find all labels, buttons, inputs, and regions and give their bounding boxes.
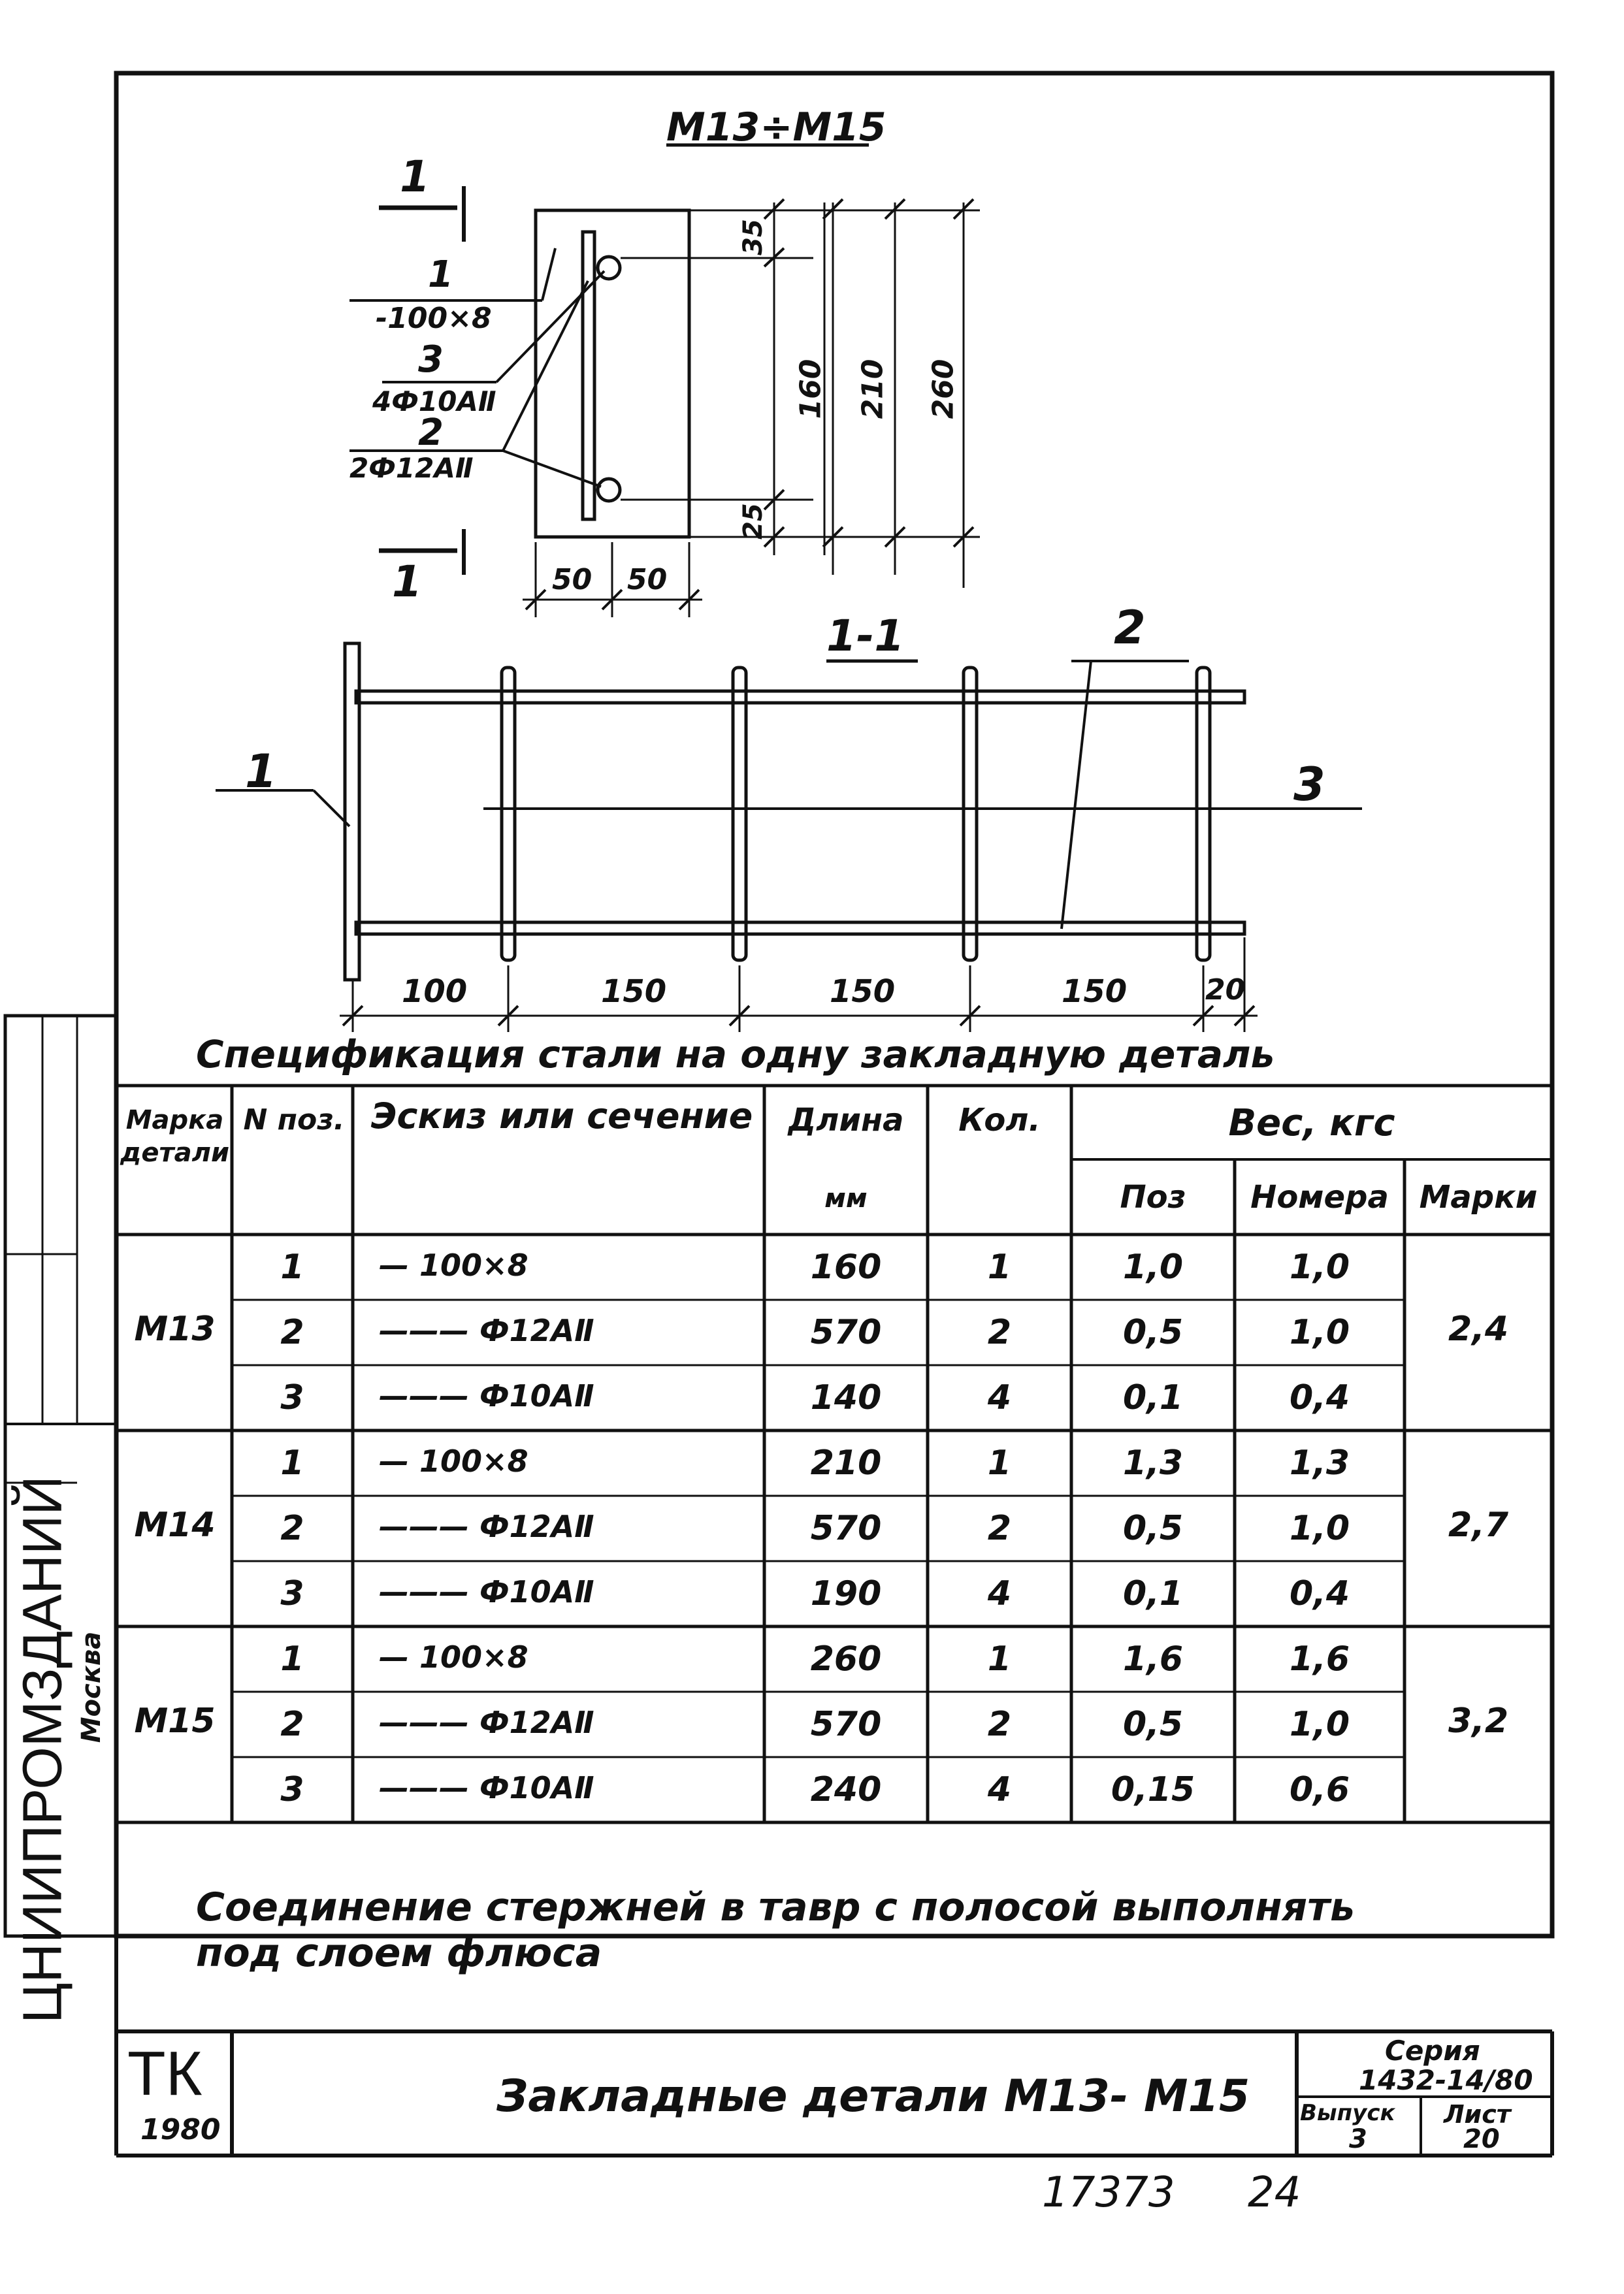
row-sketch: ——— Ф12АⅡ <box>379 1313 594 1348</box>
hdr-pos: N поз. <box>243 1103 345 1137</box>
hdr-mark: Марка детали <box>120 1105 229 1168</box>
section-bar-bottom <box>356 922 1244 934</box>
row-length: 160 <box>810 1248 882 1287</box>
group-mark: М15 <box>134 1702 216 1741</box>
row-length: 570 <box>810 1509 882 1548</box>
plan-plate <box>536 210 689 537</box>
row-pos: 2 <box>280 1509 304 1548</box>
row-w-pos: 0,15 <box>1111 1770 1195 1809</box>
row-qty: 1 <box>987 1640 1012 1679</box>
hdr-w-pos: Поз <box>1120 1179 1186 1216</box>
group-total: 2,7 <box>1448 1506 1509 1545</box>
section-label-bar2: 2 <box>1114 601 1146 654</box>
row-length: 570 <box>810 1313 882 1352</box>
section-dim-1: 100 <box>402 973 468 1010</box>
series-label: Серия <box>1385 2035 1480 2067</box>
row-w-pos: 0,1 <box>1122 1378 1184 1417</box>
row-length: 190 <box>810 1574 882 1613</box>
section-label-plate: 1 <box>245 745 277 798</box>
row-w-num: 0,6 <box>1289 1770 1350 1809</box>
row-qty: 1 <box>987 1444 1012 1483</box>
hdr-length: Длина <box>788 1102 904 1139</box>
sheet-label: Лист <box>1444 2100 1511 2129</box>
row-qty: 1 <box>987 1248 1012 1287</box>
callout-pos1-size: -100×8 <box>376 302 492 335</box>
section-anchor-4 <box>1197 668 1210 960</box>
hdr-qty: Кол. <box>958 1102 1041 1139</box>
row-pos: 3 <box>280 1770 304 1809</box>
row-pos: 1 <box>280 1248 304 1287</box>
row-w-pos: 1,6 <box>1122 1640 1184 1679</box>
plan-title: М13÷М15 <box>666 105 886 150</box>
row-w-num: 1,3 <box>1289 1444 1350 1483</box>
row-qty: 2 <box>987 1313 1012 1352</box>
issue-value: 3 <box>1349 2124 1367 2154</box>
dim-260: 260 <box>926 359 960 419</box>
row-pos: 3 <box>280 1574 304 1613</box>
row-w-pos: 0,5 <box>1122 1509 1184 1548</box>
issue-label: Выпуск <box>1300 2100 1395 2126</box>
cut-label-bottom: 1 <box>392 557 422 607</box>
row-qty: 2 <box>987 1705 1012 1744</box>
row-w-num: 1,0 <box>1289 1248 1350 1287</box>
row-sketch: ——— Ф12АⅡ <box>379 1509 594 1544</box>
group-total: 3,2 <box>1448 1702 1509 1741</box>
section-dim-2: 150 <box>601 973 667 1010</box>
hdr-sketch: Эскиз или сечение <box>370 1095 753 1137</box>
row-sketch: ——— Ф12АⅡ <box>379 1705 594 1740</box>
archive-number: 17373 <box>1042 2169 1175 2217</box>
callout-pos2: 2 <box>418 412 444 454</box>
row-length: 240 <box>810 1770 882 1809</box>
section-anchor-1 <box>502 668 515 960</box>
row-w-num: 0,4 <box>1289 1378 1350 1417</box>
row-pos: 1 <box>280 1444 304 1483</box>
callout-pos1: 1 <box>428 253 453 296</box>
group-mark: М13 <box>134 1310 216 1349</box>
row-sketch: ——— Ф10АⅡ <box>379 1574 594 1609</box>
row-sketch: ——— Ф10АⅡ <box>379 1378 594 1414</box>
org-code: ТК <box>127 2039 203 2108</box>
hdr-weight: Вес, кгс <box>1228 1102 1395 1144</box>
row-w-pos: 0,5 <box>1122 1705 1184 1744</box>
section-dim-3: 150 <box>830 973 896 1010</box>
dim-top-offset: 35 <box>738 219 768 255</box>
dim-width-2: 50 <box>627 563 668 596</box>
dim-bottom-offset: 25 <box>738 503 768 540</box>
note-line-2: под слоем флюса <box>196 1930 602 1976</box>
row-sketch: ——— Ф10АⅡ <box>379 1770 594 1805</box>
row-length: 570 <box>810 1705 882 1744</box>
row-pos: 2 <box>280 1313 304 1352</box>
section-view <box>216 643 1362 1032</box>
section-bar-top <box>356 691 1244 703</box>
dim-210: 210 <box>856 359 890 419</box>
row-w-pos: 1,0 <box>1122 1248 1184 1287</box>
note-line-1: Соединение стержней в тавр с полосой выполнять <box>196 1884 1355 1930</box>
section-dim-5: 20 <box>1205 973 1246 1007</box>
title-year: 1980 <box>140 2113 221 2146</box>
dim-160: 160 <box>794 359 828 419</box>
anchor-bottom <box>598 479 620 501</box>
row-qty: 4 <box>987 1574 1012 1613</box>
dim-width-1: 50 <box>552 563 593 596</box>
row-w-num: 0,4 <box>1289 1574 1350 1613</box>
drawing-title: Закладные детали М13- М15 <box>496 2071 1250 2122</box>
row-pos: 3 <box>280 1378 304 1417</box>
row-w-pos: 1,3 <box>1122 1444 1184 1483</box>
series-value: 1432-14/80 <box>1359 2064 1533 2096</box>
row-w-num: 1,0 <box>1289 1509 1350 1548</box>
callout-pos3: 3 <box>418 338 444 381</box>
hdr-w-mark: Марки <box>1419 1179 1538 1216</box>
row-w-pos: 0,5 <box>1122 1313 1184 1352</box>
row-w-num: 1,6 <box>1289 1640 1350 1679</box>
row-sketch: — 100×8 <box>379 1640 528 1675</box>
section-title: 1-1 <box>826 611 905 661</box>
row-pos: 1 <box>280 1640 304 1679</box>
row-qty: 4 <box>987 1378 1012 1417</box>
section-anchor-3 <box>964 668 977 960</box>
row-sketch: — 100×8 <box>379 1248 528 1283</box>
hdr-w-num: Номера <box>1250 1179 1389 1216</box>
row-qty: 2 <box>987 1509 1012 1548</box>
group-total: 2,4 <box>1448 1310 1509 1349</box>
row-w-pos: 0,1 <box>1122 1574 1184 1613</box>
callout-pos3-spec: 4Ф10АⅡ <box>372 385 496 417</box>
row-length: 260 <box>810 1640 882 1679</box>
row-length: 140 <box>810 1378 882 1417</box>
row-sketch: — 100×8 <box>379 1444 528 1479</box>
side-stamp-city: Москва <box>76 1631 107 1743</box>
row-qty: 4 <box>987 1770 1012 1809</box>
sheet-value: 20 <box>1463 2124 1500 2154</box>
side-stamp-org: ЦНИИПРОМЗДАНИЙ <box>11 1476 73 2024</box>
section-dim-4: 150 <box>1062 973 1128 1010</box>
callout-pos2-spec: 2Ф12АⅡ <box>349 452 474 484</box>
section-anchor-2 <box>733 668 746 960</box>
row-pos: 2 <box>280 1705 304 1744</box>
row-w-num: 1,0 <box>1289 1705 1350 1744</box>
group-mark: М14 <box>134 1506 216 1545</box>
row-w-num: 1,0 <box>1289 1313 1350 1352</box>
plan-bar <box>583 232 594 519</box>
row-length: 210 <box>810 1444 882 1483</box>
page-number: 24 <box>1248 2169 1301 2217</box>
cut-label-top: 1 <box>400 152 430 202</box>
spec-title: Спецификация стали на одну закладную деталь <box>196 1032 1275 1076</box>
hdr-length-unit: мм <box>824 1184 868 1214</box>
section-label-bar3: 3 <box>1293 758 1325 811</box>
